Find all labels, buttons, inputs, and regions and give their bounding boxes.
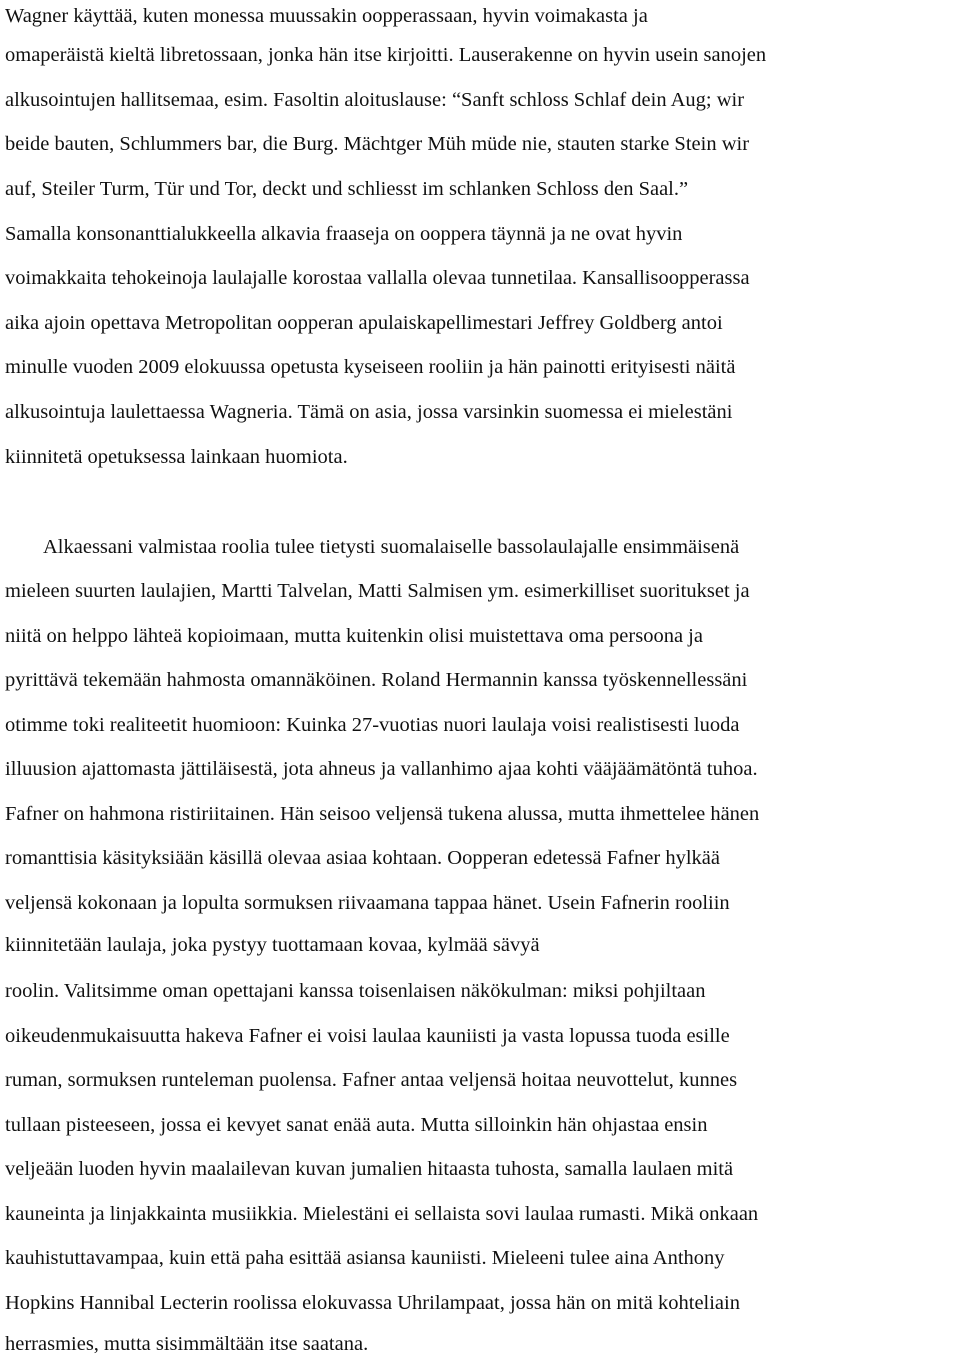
text-line: alkusointuja laulettaessa Wagneria. Tämä on asia, jossa varsinkin suomessa ei mielestäni: [5, 401, 733, 423]
text-line: veljensä kokonaan ja lopulta sormuksen riivaamana tappaa hänet. Usein Fafnerin rooliin: [5, 892, 730, 914]
text-line: illuusion ajattomasta jättiläisestä, jota ahneus ja vallanhimo ajaa kohti vääjäämätöntä tuhoa.: [5, 758, 758, 780]
text-line: Fafner on hahmona ristiriitainen. Hän seisoo veljensä tukena alussa, mutta ihmettelee hänen: [5, 803, 760, 825]
text-line: pyrittävä tekemään hahmosta omannäköinen. Roland Hermannin kanssa työskennellessäni: [5, 669, 748, 691]
text-line: kauhistuttavampaa, kuin että paha esittää asiansa kauniisti. Mieleeni tulee aina Anthony: [5, 1247, 725, 1269]
text-line: niitä on helppo lähteä kopioimaan, mutta kuitenkin olisi muistettava oma persoona ja: [5, 625, 703, 647]
text-line: tullaan pisteeseen, jossa ei kevyet sanat enää auta. Mutta silloinkin hän ohjastaa ensin: [5, 1114, 708, 1136]
text-line: oikeudenmukaisuutta hakeva Fafner ei voisi laulaa kauniisti ja vasta lopussa tuoda esille: [5, 1025, 730, 1047]
text-line: Samalla konsonanttialukkeella alkavia fraaseja on ooppera täynnä ja ne ovat hyvin: [5, 223, 683, 245]
text-line: romanttisia käsityksiään käsillä olevaa asiaa kohtaan. Oopperan edetessä Fafner hylkää: [5, 847, 720, 869]
text-line: Wagner käyttää, kuten monessa muussakin oopperassaan, hyvin voimakasta ja: [5, 5, 648, 27]
text-line: minulle vuoden 2009 elokuussa opetusta kyseiseen rooliin ja hän painotti erityisesti näitä: [5, 356, 736, 378]
text-line: kauneinta ja linjakkainta musiikkia. Mielestäni ei sellaista sovi laulaa rumasti. Mikä onkaan: [5, 1203, 759, 1225]
text-line: roolin. Valitsimme oman opettajani kanssa toisenlaisen näkökulman: miksi pohjiltaan: [5, 980, 706, 1002]
text-line: voimakkaita tehokeinoja laulajalle korostaa vallalla olevaa tunnetilaa. Kansallisoopperassa: [5, 267, 750, 289]
text-line: omaperäistä kieltä libretossaan, jonka hän itse kirjoitti. Lauserakenne on hyvin usein sanojen: [5, 44, 767, 66]
text-line: otimme toki realiteetit huomioon: Kuinka 27-vuotias nuori laulaja voisi realistisesti luoda: [5, 714, 740, 736]
text-line: alkusointujen hallitsemaa, esim. Fasoltin aloituslause: “Sanft schloss Schlaf dein Aug; wir: [5, 89, 745, 111]
text-line: ruman, sormuksen runteleman puolensa. Fafner antaa veljensä hoitaa neuvottelut, kunnes: [5, 1069, 738, 1091]
text-line: Hopkins Hannibal Lecterin roolissa elokuvassa Uhrilampaat, jossa hän on mitä kohteliain: [5, 1292, 740, 1314]
text-line: aika ajoin opettava Metropolitan oopperan apulaiskapellimestari Jeffrey Goldberg antoi: [5, 312, 723, 334]
text-line: herrasmies, mutta sisimmältään itse saatana.: [5, 1333, 369, 1355]
text-line: auf, Steiler Turm, Tür und Tor, deckt und schliesst im schlanken Schloss den Saal.”: [5, 178, 689, 200]
text-line: kiinnitetään laulaja, joka pystyy tuottamaan kovaa, kylmää sävyä: [5, 934, 540, 956]
text-line: Alkaessani valmistaa roolia tulee tietysti suomalaiselle bassolaulajalle ensimmäisenä: [43, 536, 740, 558]
text-line: mieleen suurten laulajien, Martti Talvelan, Matti Salmisen ym. esimerkilliset suoritukset ja: [5, 580, 750, 602]
text-line: beide bauten, Schlummers bar, die Burg. Mächtger Müh müde nie, stauten starke Stein wir: [5, 133, 750, 155]
text-line: veljeään luoden hyvin maalailevan kuvan jumalien hitaasta tuhosta, samalla laulaen mitä: [5, 1158, 734, 1180]
text-line: kiinnitetä opetuksessa lainkaan huomiota.: [5, 446, 348, 468]
